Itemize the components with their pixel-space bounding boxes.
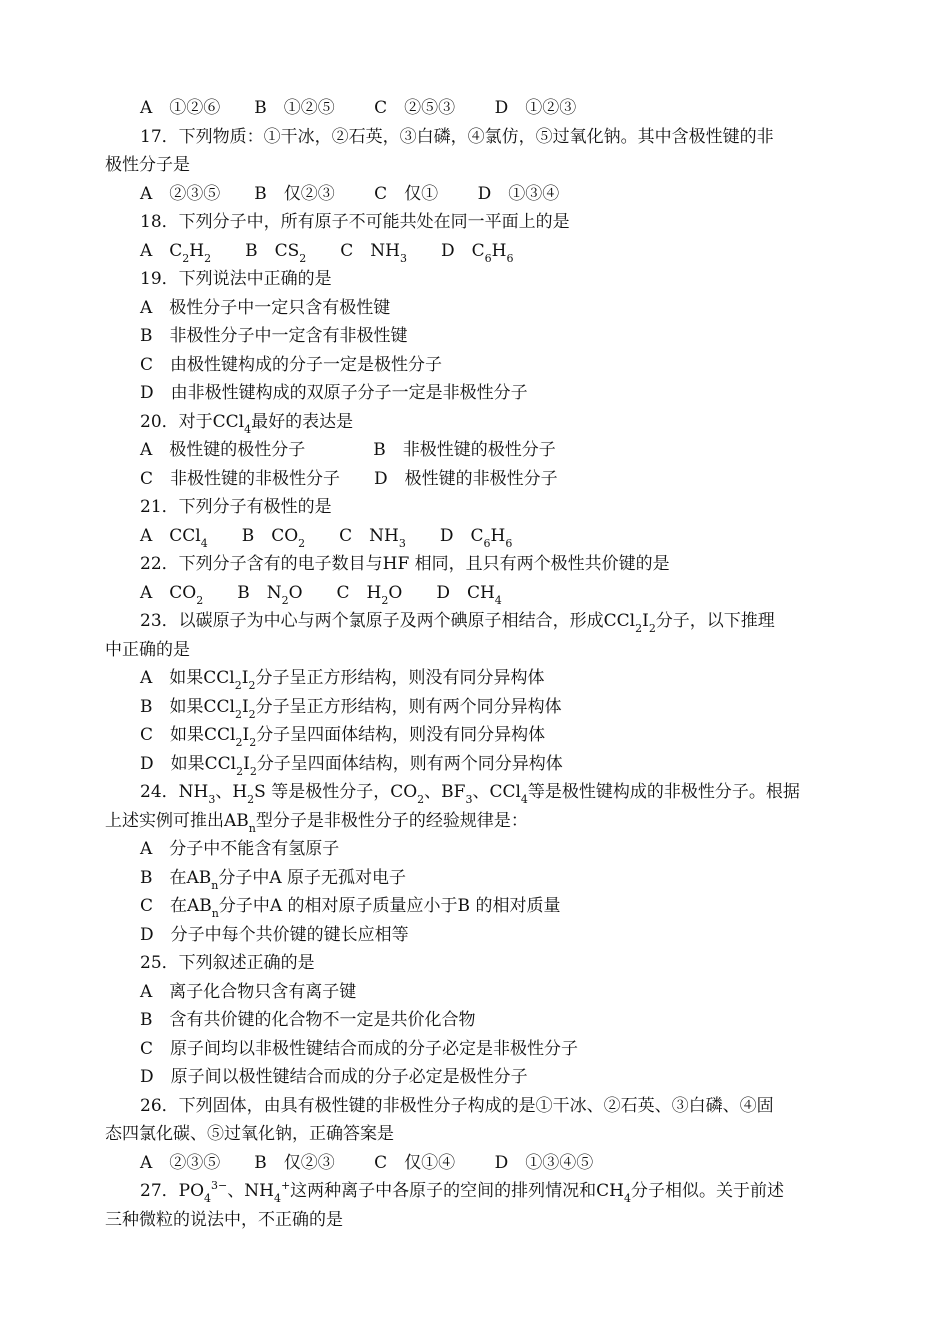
q19-option-c: C 由极性键构成的分子一定是极性分子 bbox=[140, 355, 443, 375]
q27-stem: 27．$PO_4^{3-}$、$NH_4^+$这两种离子中各原子的空间的排列情况和$CH_4$分子相似。关于前述 bbox=[140, 1179, 784, 1205]
q26-options: A ②③⑤ B 仅②③ C 仅①④ D ①③④⑤ bbox=[140, 1153, 594, 1173]
q24-option-a: A 分子中不能含有氢原子 bbox=[140, 839, 340, 859]
q20-options-cd: C 非极性键的非极性分子 D 极性键的非极性分子 bbox=[140, 469, 558, 489]
q23-option-a: A 如果$CCl_2I_2$分子呈正方形结构，则没有同分异构体 bbox=[140, 668, 545, 692]
q26-stem-cont: 态四氯化碳、⑤过氧化钠，正确答案是 bbox=[105, 1124, 394, 1144]
q24-option-c: C 在$AB_n$分子中A 的相对原子质量应小于B 的相对质量 bbox=[140, 896, 561, 920]
q23-option-d: D 如果$CCl_2I_2$分子呈四面体结构，则有两个同分异构体 bbox=[140, 754, 563, 778]
q18-options: A $C_2H_2$ B $CS_2$ C $NH_3$ D $C_6H_6$ bbox=[140, 241, 514, 265]
q17-stem: 17．下列物质：①干冰，②石英，③白磷，④氯仿，⑤过氧化钠。其中含极性键的非 bbox=[140, 127, 774, 147]
q23-option-c: C 如果$CCl_2I_2$分子呈四面体结构，则没有同分异构体 bbox=[140, 725, 546, 749]
q24-option-b: B 在$AB_n$分子中A 原子无孤对电子 bbox=[140, 868, 407, 892]
q22-stem: 22．下列分子含有的电子数目与HF 相同，且只有两个极性共价键的是 bbox=[140, 554, 670, 574]
q20-options-ab: A 极性键的极性分子 B 非极性键的极性分子 bbox=[140, 440, 556, 460]
q19-option-d: D 由非极性键构成的双原子分子一定是非极性分子 bbox=[140, 383, 528, 403]
q23-stem: 23．以碳原子为中心与两个氯原子及两个碘原子相结合，形成$CCl_2I_2$分子，以下推理 bbox=[140, 611, 775, 635]
q23-option-b: B 如果$CCl_2I_2$分子呈正方形结构，则有两个同分异构体 bbox=[140, 697, 562, 721]
q25-option-d: D 原子间以极性键结合而成的分子必定是极性分子 bbox=[140, 1067, 528, 1087]
q25-option-a: A 离子化合物只含有离子键 bbox=[140, 982, 357, 1002]
q22-options: A $CO_2$ B $N_2O$ C $H_2O$ D $CH_4$ bbox=[140, 583, 502, 607]
q18-stem: 18．下列分子中，所有原子不可能共处在同一平面上的是 bbox=[140, 212, 570, 232]
q20-stem: 20．对于CCl$_4$最好的表达是 bbox=[140, 412, 354, 436]
q24-stem-cont: 上述实例可推出$AB_n$型分子是非极性分子的经验规律是： bbox=[105, 811, 528, 835]
q25-option-b: B 含有共价键的化合物不一定是共价化合物 bbox=[140, 1010, 476, 1030]
q17-stem-cont: 极性分子是 bbox=[105, 155, 190, 175]
q25-stem: 25．下列叙述正确的是 bbox=[140, 953, 315, 973]
q21-stem: 21．下列分子有极性的是 bbox=[140, 497, 332, 517]
q19-option-a: A 极性分子中一定只含有极性键 bbox=[140, 298, 391, 318]
q16-options: A ①②⑥ B ①②⑤ C ②⑤③ D ①②③ bbox=[140, 98, 577, 118]
q21-options: A CCl$_4$ B $CO_2$ C $NH_3$ D $C_6H_6$ bbox=[140, 526, 513, 550]
q19-stem: 19．下列说法中正确的是 bbox=[140, 269, 332, 289]
q23-stem-cont: 中正确的是 bbox=[105, 640, 190, 660]
q26-stem: 26．下列固体，由具有极性键的非极性分子构成的是①干冰、②石英、③白磷、④固 bbox=[140, 1096, 774, 1116]
q27-stem-cont: 三种微粒的说法中，不正确的是 bbox=[105, 1210, 343, 1230]
q17-options: A ②③⑤ B 仅②③ C 仅① D ①③④ bbox=[140, 184, 560, 204]
q19-option-b: B 非极性分子中一定含有非极性键 bbox=[140, 326, 408, 346]
q25-option-c: C 原子间均以非极性键结合而成的分子必定是非极性分子 bbox=[140, 1039, 579, 1059]
q24-option-d: D 分子中每个共价键的键长应相等 bbox=[140, 925, 409, 945]
q24-stem: 24．$NH_3$、$H_2S$ 等是极性分子，$CO_2$、$BF_3$、CCl$_4$等是极性键构成的非极性分子。根据 bbox=[140, 782, 800, 806]
